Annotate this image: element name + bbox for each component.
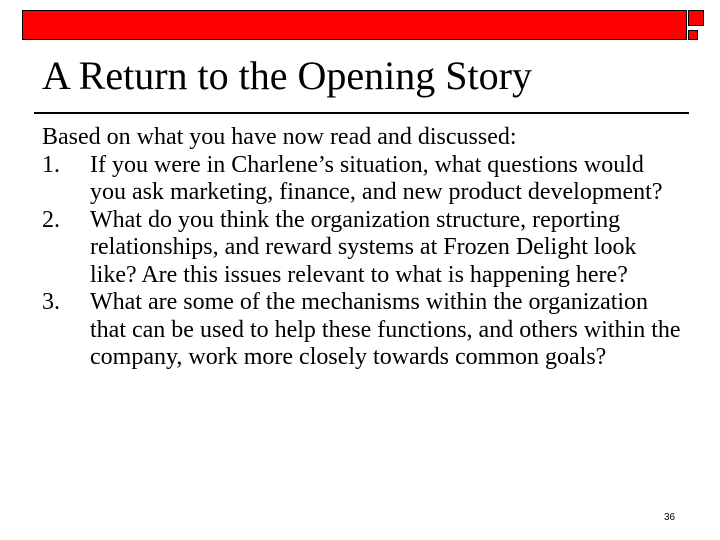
header-accent-square-large: [688, 10, 704, 26]
intro-text: Based on what you have now read and discussed:: [42, 124, 517, 150]
slide-body: [42, 124, 682, 372]
list-item-number: 1.: [42, 151, 60, 178]
page-number: 36: [664, 512, 676, 523]
list-item-text: If you were in Charlene’s situation, what questions would you ask marketing, finance, and new product development?: [90, 151, 663, 205]
list-item-text: What are some of the mechanisms within the organization that can be used to help these functions, and others within the company, work more closely towards common goals?: [90, 289, 681, 370]
list-item-number: 2.: [42, 206, 60, 233]
list-item-number: 3.: [42, 289, 60, 315]
list-item-text: What do you think the organization structure, reporting relationships, and reward systems at Frozen Delight look like? Are this issues relevant to what is happening here?: [90, 206, 637, 288]
title-divider: [34, 112, 689, 114]
list-item: [42, 289, 682, 372]
list-item: [42, 152, 682, 207]
header-accent-square-small: [688, 30, 698, 40]
question-list: [42, 152, 682, 372]
header-accent-bar: [22, 10, 687, 40]
list-item: [42, 207, 682, 290]
slide-title: A Return to the Opening Story: [42, 53, 532, 98]
